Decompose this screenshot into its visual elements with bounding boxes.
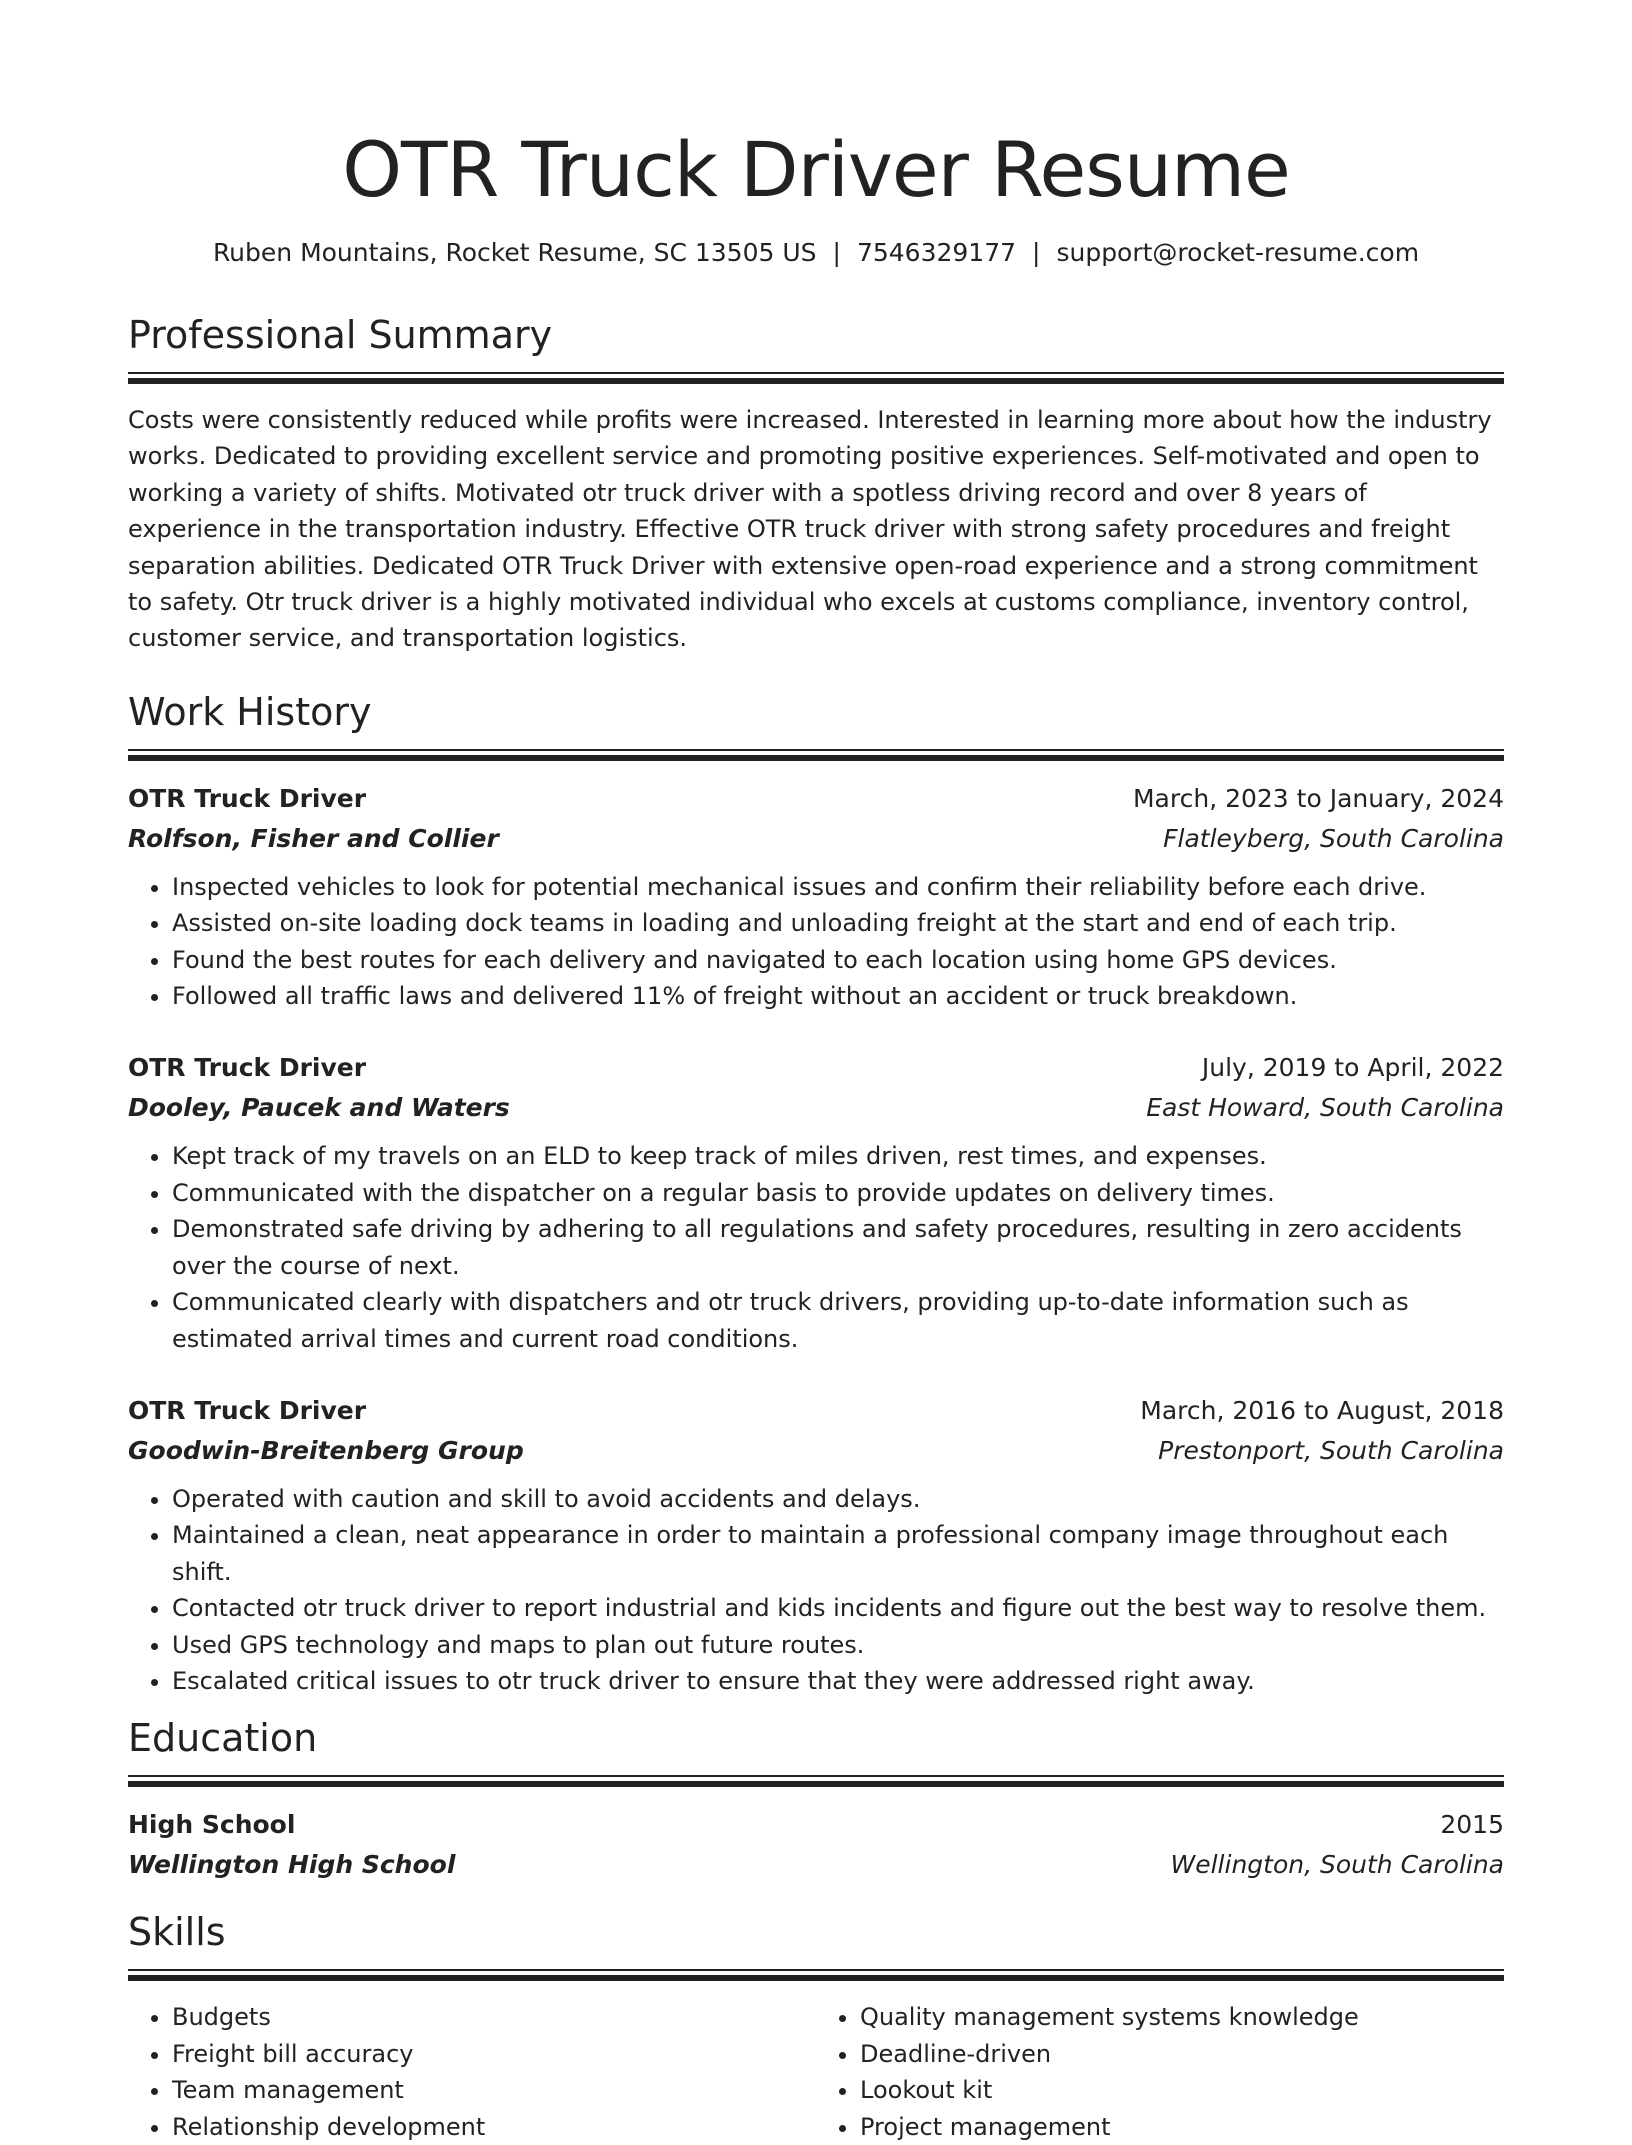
list-item: • Kept track of my travels on an ELD to keep track of miles driven, rest times, and expenses. [172,1138,1504,1174]
job-location: Flatleyberg, South Carolina [1163,823,1504,853]
section-divider [128,372,1504,384]
work-history-section [128,687,1504,1700]
list-item: • Project management [860,2109,1504,2145]
job-duties [128,1138,1504,1356]
list-item: • Maintained a clean, neat appearance in order to maintain a professional company image throughout each shift. [172,1517,1504,1590]
skills-section [128,1907,1504,2145]
list-item: • Team management [172,2072,816,2108]
contact-phone: 7546329177 [856,238,1017,267]
job-entry [128,779,1504,1015]
list-item: • Demonstrated safe driving by adhering to all regulations and safety procedures, resulting in zero accidents over the course of next. [172,1211,1504,1284]
list-item: • Relationship development [172,2109,816,2145]
list-item: • Lookout kit [860,2072,1504,2108]
job-dates: July, 2019 to April, 2022 [1201,1053,1504,1083]
contact-line [128,236,1504,270]
section-heading: Skills [128,1910,226,1955]
school-location: Wellington, South Carolina [1170,1850,1504,1880]
contact-email[interactable]: support@rocket-resume.com [1056,238,1420,267]
contact-separator: | [1032,238,1041,267]
list-item: • Followed all traffic laws and delivered 11% of freight without an accident or truck breakdown. [172,978,1504,1014]
job-location: East Howard, South Carolina [1146,1093,1504,1123]
job-title: OTR Truck Driver [128,1053,367,1083]
section-divider [128,1969,1504,1981]
list-item: • Used GPS technology and maps to plan out future routes. [172,1627,1504,1663]
list-item: • Operated with caution and skill to avoid accidents and delays. [172,1481,1504,1517]
company-name: Rolfson, Fisher and Collier [128,823,499,853]
list-item: • Freight bill accuracy [172,2036,816,2072]
list-item: • Budgets [172,1999,816,2035]
section-heading: Work History [128,689,372,734]
job-entry [128,1391,1504,1699]
section-divider [128,1775,1504,1787]
resume-title: OTR Truck Driver Resume [342,125,1290,214]
list-item: • Found the best routes for each delivery and navigated to each location using home GPS devices. [172,942,1504,978]
skills-list [128,1999,1504,2145]
education-section [128,1713,1504,1885]
contact-separator: | [832,238,841,267]
list-item: • Inspected vehicles to look for potential mechanical issues and confirm their reliability before each drive. [172,869,1504,905]
job-dates: March, 2023 to January, 2024 [1132,783,1504,813]
job-title: OTR Truck Driver [128,1395,367,1425]
list-item: • Communicated with the dispatcher on a regular basis to provide updates on delivery times. [172,1175,1504,1211]
section-heading: Education [128,1716,318,1761]
job-location: Prestonport, South Carolina [1158,1435,1504,1465]
list-item: • Deadline-driven [860,2036,1504,2072]
list-item: • Communicated clearly with dispatchers and otr truck drivers, providing up-to-date information such as estimated arrival times and current road conditions. [172,1284,1504,1357]
graduation-year: 2015 [1440,1810,1504,1840]
list-item: • Assisted on-site loading dock teams in loading and unloading freight at the start and end of each trip. [172,905,1504,941]
skills-column-right [816,1999,1504,2145]
school-name: Wellington High School [128,1850,456,1880]
skills-column-left [128,1999,816,2145]
job-duties [128,869,1504,1015]
list-item: • Quality management systems knowledge [860,1999,1504,2035]
job-title: OTR Truck Driver [128,783,367,813]
job-dates: March, 2016 to August, 2018 [1140,1395,1504,1425]
list-item: • Escalated critical issues to otr truck driver to ensure that they were addressed right away. [172,1663,1504,1699]
section-divider [128,749,1504,761]
degree-name: High School [128,1810,296,1840]
company-name: Goodwin-Breitenberg Group [128,1435,524,1465]
job-duties [128,1481,1504,1699]
summary-section [128,310,1504,657]
summary-text: Costs were consistently reduced while profits were increased. Interested in learning more about how the industry works. Dedicated to providing excellent service and promoting positive experiences. Self-motivated and open to working a variety of shifts. Motivated otr truck driver with a spotless driving record and over 8 years of experience in the transportation industry. Effective OTR truck driver with strong safety procedures and freight separation abilities. Dedicated OTR Truck Driver with extensive open-road experience and a strong commitment to safety. Otr truck driver is a highly motivated individual who excels at customs compliance, inventory control, customer service, and transportation logistics. [128,406,1492,653]
contact-address: Ruben Mountains, Rocket Resume, SC 13505 US [212,238,817,267]
section-heading: Professional Summary [128,313,553,357]
job-entry [128,1048,1504,1356]
list-item: • Contacted otr truck driver to report industrial and kids incidents and figure out the best way to resolve them. [172,1590,1504,1626]
company-name: Dooley, Paucek and Waters [128,1093,510,1123]
